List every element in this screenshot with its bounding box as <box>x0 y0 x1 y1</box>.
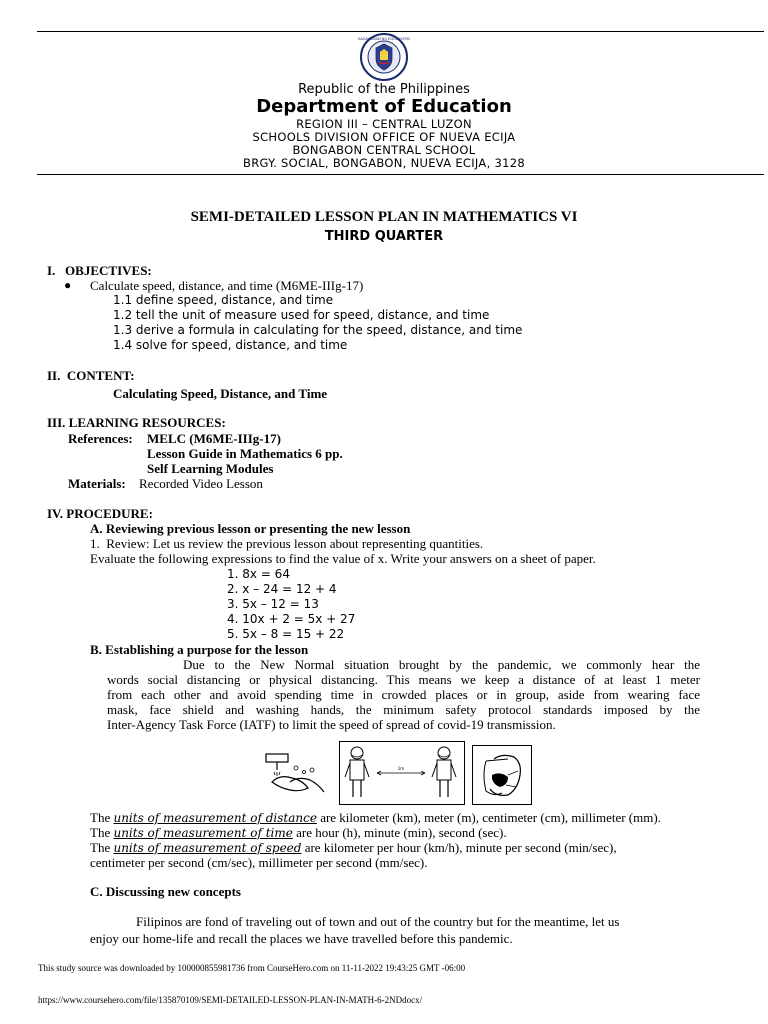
purpose-paragraph-line: from each other and avoid spending time in crowded places or in group, aside from wearing face <box>107 687 700 702</box>
objective-item: 1.3 derive a formula in calculating for the speed, distance, and time <box>113 323 523 337</box>
source-url[interactable]: https://www.coursehero.com/file/135870109/SEMI-DETAILED-LESSON-PLAN-IN-MATH-6-2NDdocx/ <box>38 995 423 1005</box>
purpose-paragraph-line: Inter-Agency Task Force (IATF) to limit the speed of spread of covid-19 transmission. <box>107 717 556 732</box>
resources-heading: III. LEARNING RESOURCES: <box>47 415 226 430</box>
republic-line: Republic of the Philippines <box>298 82 470 97</box>
time-units-term: units of measurement of time <box>113 826 293 840</box>
reference-item: MELC (M6ME-IIIg-17) <box>147 431 281 446</box>
units-prefix: The <box>90 810 114 825</box>
seal-text: KAGAWARAN NG EDUKASYON <box>358 37 410 41</box>
source-footer: This study source was downloaded by 100000855981736 from CourseHero.com on 11-11-2022 19:43:25 GMT -06:00 <box>38 963 466 973</box>
reference-item: Self Learning Modules <box>147 461 274 476</box>
content-heading: II. CONTENT: <box>47 368 135 383</box>
review-item: 2. x – 24 = 12 + 4 <box>227 582 337 596</box>
speed-units-term: units of measurement of speed <box>113 841 302 855</box>
concepts-paragraph-line: Filipinos are fond of traveling out of town and out of the country but for the meantime, let us <box>136 914 620 929</box>
review-item: 4. 10x + 2 = 5x + 27 <box>227 612 356 626</box>
speed-units-line-2: centimeter per second (cm/sec), millimeter per second (mm/sec). <box>90 855 428 870</box>
reference-item: Lesson Guide in Mathematics 6 pp. <box>147 446 343 461</box>
department-title: Department of Education <box>256 96 512 117</box>
region-line: REGION III – CENTRAL LUZON <box>296 117 472 131</box>
review-line: 1. Review: Let us review the previous lesson about representing quantities. <box>90 536 484 551</box>
address-line: BRGY. SOCIAL, BONGABON, NUEVA ECIJA, 3128 <box>243 156 525 170</box>
objective-item: 1.2 tell the unit of measure used for speed, distance, and time <box>113 308 490 322</box>
purpose-paragraph-line: words social distancing or physical distancing. This means we keep a distance of at least 1 meter <box>107 672 700 687</box>
procedure-heading: IV. PROCEDURE: <box>47 506 153 521</box>
objective-main: Calculate speed, distance, and time (M6ME-IIIg-17) <box>90 278 364 293</box>
lesson-plan-title: SEMI-DETAILED LESSON PLAN IN MATHEMATICS VI <box>190 209 578 225</box>
content-topic: Calculating Speed, Distance, and Time <box>113 386 328 401</box>
distance-label: 1m <box>397 766 405 771</box>
review-instruction: Evaluate the following expressions to find the value of x. Write your answers on a sheet of paper. <box>90 551 596 566</box>
speed-units-line <box>90 840 617 856</box>
procedure-c-heading: C. Discussing new concepts <box>90 884 241 899</box>
objective-item: 1.4 solve for speed, distance, and time <box>113 338 348 352</box>
bullet-icon: ● <box>64 278 72 292</box>
purpose-paragraph-line: mask, face shield and washing hands, the minimum safety protocol standards imposed by the <box>107 702 700 717</box>
speed-units-text: are kilometer per hour (km/h), minute per second (min/sec), <box>301 840 617 855</box>
time-units-text: are hour (h), minute (min), second (sec). <box>292 825 507 840</box>
purpose-paragraph-line: Due to the New Normal situation brought by the pandemic, we commonly hear the <box>183 657 700 672</box>
header-bottom-rule <box>37 174 764 175</box>
face-shield-mask-icon <box>472 745 532 805</box>
procedure-a-heading: A. Reviewing previous lesson or presenting the new lesson <box>90 521 411 536</box>
distance-units-term: units of measurement of distance <box>113 811 317 825</box>
quarter-subtitle: THIRD QUARTER <box>324 229 444 244</box>
distance-units-line <box>90 810 661 826</box>
concepts-paragraph-line: enjoy our home-life and recall the places we have travelled before this pandemic. <box>90 931 513 946</box>
review-item: 1. 8x = 64 <box>227 567 290 581</box>
distance-units-text: are kilometer (km), meter (m), centimeter (cm), millimeter (mm). <box>316 810 661 825</box>
units-prefix: The <box>90 840 114 855</box>
review-item: 3. 5x – 12 = 13 <box>227 597 319 611</box>
handwashing-icon <box>262 748 334 804</box>
time-units-line <box>90 825 507 841</box>
deped-seal-icon <box>349 32 419 82</box>
objective-item: 1.1 define speed, distance, and time <box>113 293 334 307</box>
school-line: BONGABON CENTRAL SCHOOL <box>292 143 476 157</box>
materials-label: Materials: <box>68 476 126 491</box>
references-label: References: <box>68 431 133 446</box>
social-distancing-icon <box>339 741 465 805</box>
units-prefix: The <box>90 825 114 840</box>
objectives-heading: I. OBJECTIVES: <box>47 263 152 278</box>
materials-value: Recorded Video Lesson <box>139 476 263 491</box>
division-line: SCHOOLS DIVISION OFFICE OF NUEVA ECIJA <box>252 130 516 144</box>
procedure-b-heading: B. Establishing a purpose for the lesson <box>90 642 309 657</box>
review-item: 5. 5x – 8 = 15 + 22 <box>227 627 345 641</box>
